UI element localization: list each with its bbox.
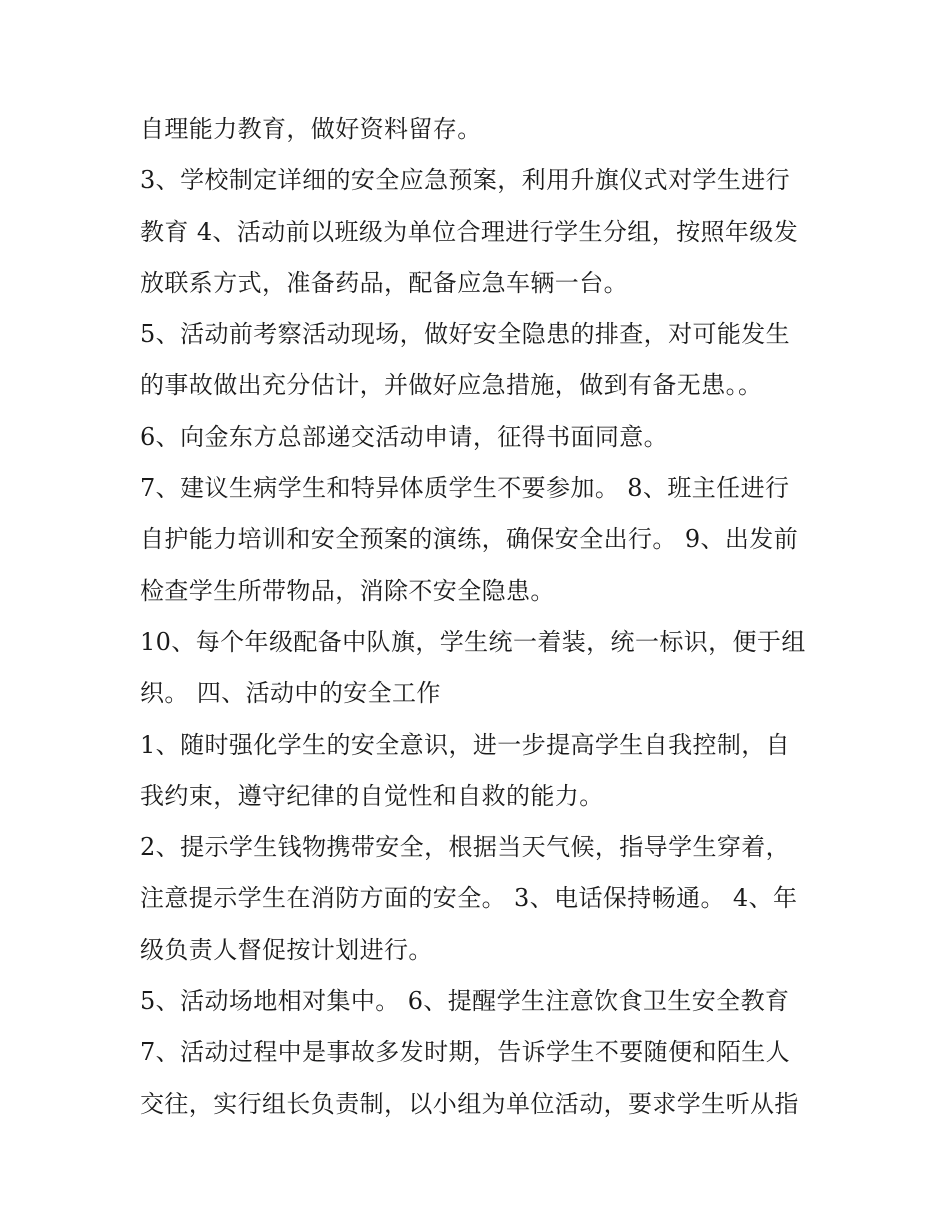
text-line: 放联系方式，准备药品，配备应急车辆一台。 bbox=[140, 268, 628, 297]
text-line: 6、向金东方总部递交活动申请，征得书面同意。 bbox=[140, 422, 669, 451]
text-line: 交往，实行组长负责制，以小组为单位活动，要求学生听从指 bbox=[140, 1089, 799, 1118]
text-line: 10、每个年级配备中队旗，学生统一着装，统一标识，便于组 bbox=[140, 627, 806, 656]
text-line: 1、随时强化学生的安全意识，进一步提高学生自我控制，自 bbox=[140, 730, 791, 759]
text-line: 的事故做出充分估计，并做好应急措施，做到有备无患。。 bbox=[140, 371, 763, 400]
text-line: 自护能力培训和安全预案的演练，确保安全出行。 9、出发前 bbox=[140, 525, 799, 554]
text-line: 我约束，遵守纪律的自觉性和自救的能力。 bbox=[140, 781, 604, 810]
text-line: 7、活动过程中是事故多发时期，告诉学生不要随便和陌生人 bbox=[140, 1038, 791, 1067]
text-line: 2、提示学生钱物携带安全，根据当天气候，指导学生穿着， bbox=[140, 833, 791, 862]
text-line: 检查学生所带物品，消除不安全隐患。 bbox=[140, 576, 555, 605]
text-line: 5、活动场地相对集中。 6、提醒学生注意饮食卫生安全教育 bbox=[140, 987, 790, 1016]
text-line: 教育 4、活动前以班级为单位合理进行学生分组，按照年级发 bbox=[140, 217, 799, 246]
text-line: 织。 四、活动中的安全工作 bbox=[140, 679, 441, 708]
text-line: 自理能力教育，做好资料留存。 bbox=[140, 115, 482, 143]
body-text bbox=[140, 104, 830, 1130]
text-line: 5、活动前考察活动现场，做好安全隐患的排查，对可能发生 bbox=[140, 320, 791, 349]
text-line: 3、学校制定详细的安全应急预案，利用升旗仪式对学生进行 bbox=[140, 166, 791, 195]
text-line: 级负责人督促按计划进行。 bbox=[140, 935, 433, 964]
text-line: 注意提示学生在消防方面的安全。 3、电话保持畅通。 4、年 bbox=[140, 884, 798, 913]
text-line: 7、建议生病学生和特异体质学生不要参加。 8、班主任进行 bbox=[140, 474, 790, 503]
